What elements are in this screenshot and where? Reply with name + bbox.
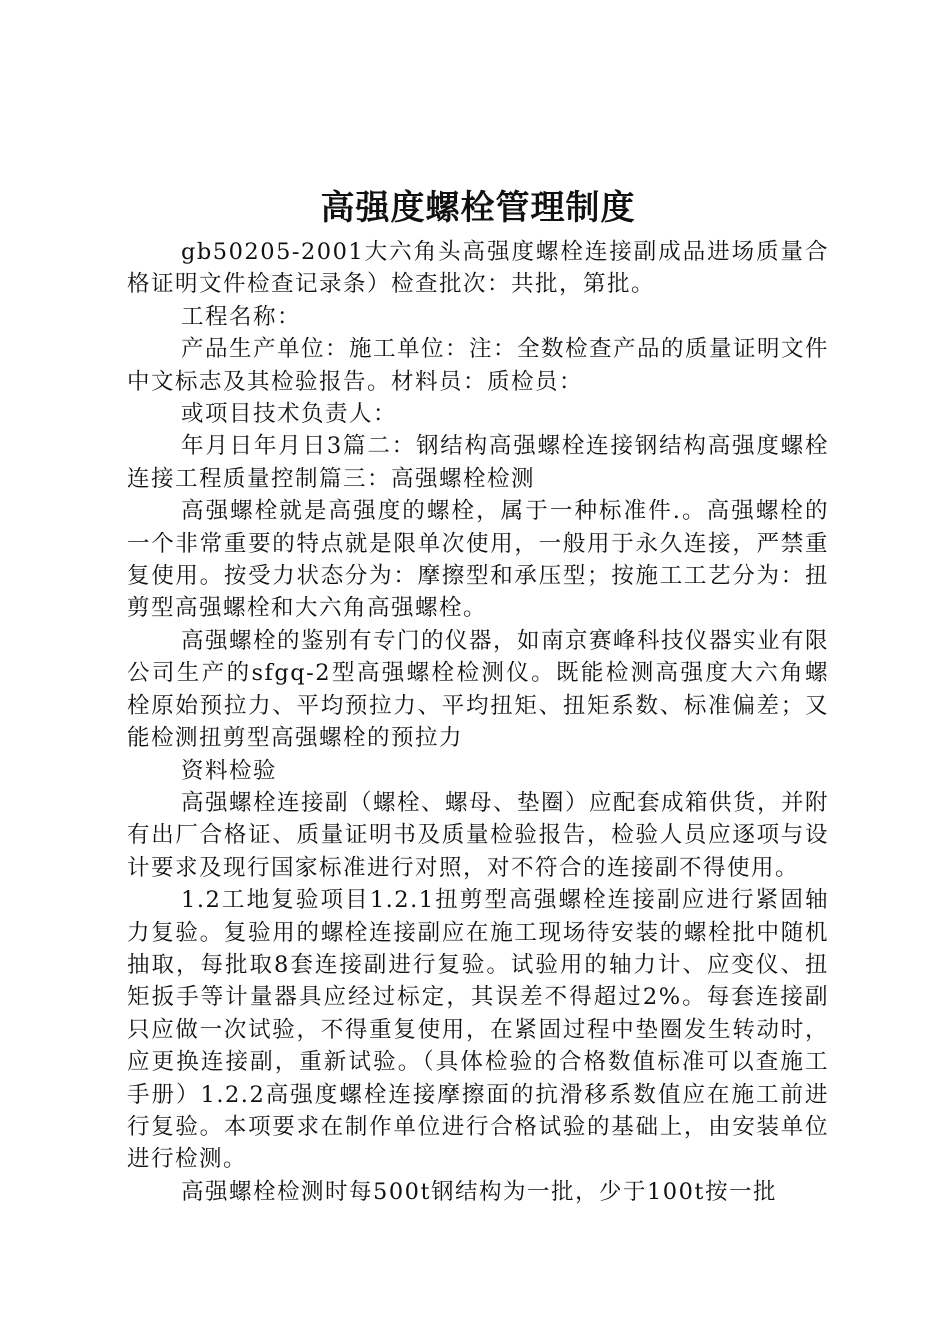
paragraph-quality-certificate-record: gb50205-2001大六角头高强度螺栓连接副成品进场质量合格证明文件检查记录条）检查批次：共批，第批。	[127, 239, 829, 298]
paragraph-site-retest: 1.2工地复验项目1.2.1扭剪型高强螺栓连接副应进行紧固轴力复验。复验用的螺栓连接副应在施工现场待安装的螺栓批中随机抽取，每批取8套连接副进行复验。试验用的轴力计、应变仪、扭矩扳手等计量器具应经过标定，其误差不得超过2%。每套连接副只应做一次试验，不得重复使用，在紧固过程中垫圈发生转动时，应更换连接副，重新试验。（具体检验的合格数值标准可以查施工手册）1.2.2高强度螺栓连接摩擦面的抗滑移系数值应在施工前进行复验。本项要求在制作单位进行合格试验的基础上，由安装单位进行检测。	[127, 887, 829, 1173]
paragraph-connection-set-supply: 高强螺栓连接副（螺栓、螺母、垫圈）应配套成箱供货，并附有出厂合格证、质量证明书及质量检验报告，检验人员应逐项与设计要求及现行国家标准进行对照，对不符合的连接副不得使用。	[127, 789, 830, 881]
document-title: 高强度螺栓管理制度	[320, 188, 636, 228]
paragraph-project-name: 工程名称：	[181, 303, 302, 330]
paragraph-batch-rule: 高强螺栓检测时每500t钢结构为一批，少于100t按一批	[181, 1178, 777, 1205]
paragraph-bolt-identification: 高强螺栓的鉴别有专门的仪器，如南京赛峰科技仪器实业有限公司生产的sfgq-2型高强螺栓检测仪。既能检测高强度大六角螺栓原始预拉力、平均预拉力、平均扭矩、扭矩系数、标准偏差；又能检测扭剪型高强螺栓的预拉力	[127, 627, 830, 752]
document-page	[127, 182, 829, 1208]
paragraph-production-unit: 产品生产单位：施工单位：注：全数检查产品的质量证明文件中文标志及其检验报告。材料员：质检员：	[127, 336, 830, 395]
paragraph-date-sections: 年月日年月日3篇二：钢结构高强螺栓连接钢结构高强度螺栓连接工程质量控制篇三：高强螺栓检测	[127, 433, 829, 492]
paragraph-technical-lead: 或项目技术负责人：	[181, 401, 398, 428]
paragraph-bolt-definition: 高强螺栓就是高强度的螺栓，属于一种标准件.。高强螺栓的一个非常重要的特点就是限单次使用，一般用于永久连接，严禁重复使用。按受力状态分为：摩擦型和承压型；按施工工艺分为：扭剪型高强螺栓和大六角高强螺栓。	[127, 498, 829, 622]
paragraph-document-inspection-heading: 资料检验	[181, 757, 278, 784]
